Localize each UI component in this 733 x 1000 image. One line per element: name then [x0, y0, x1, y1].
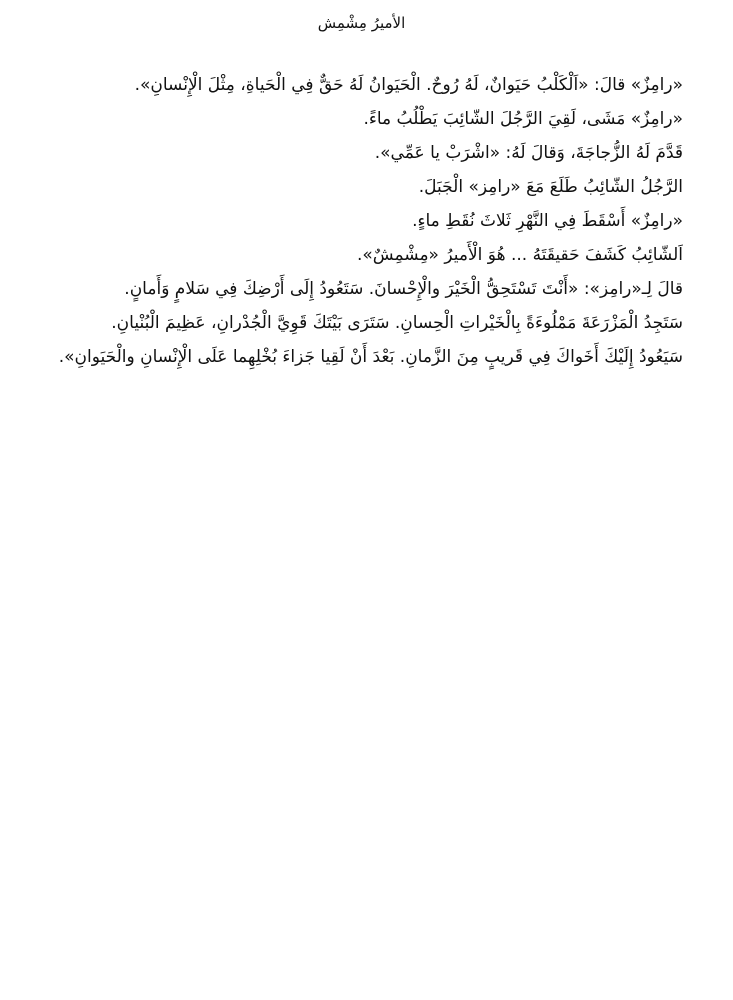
- story-text: [40, 70, 683, 372]
- story-line: «رامِزٌ» قالَ: «اَلْكَلْبُ حَيَوانٌ، لَهُ رُوحٌ. الْحَيَوانُ لَهُ حَقٌّ فِي الْحَياةِ، مِثْلَ الْإِنْسانِ».: [134, 75, 683, 95]
- story-line: «رامِزٌ» أَسْقَطَ فِي النَّهْرِ ثَلاثَ نُقَطِ ماءٍ.: [412, 211, 683, 231]
- story-line: قَدَّمَ لَهُ الزُّجاجَةَ، وَقالَ لَهُ: «اشْرَبْ يا عَمِّي».: [374, 143, 683, 163]
- story-line: قالَ لِـ«رامِز»: «أَنْتَ تَسْتَحِقُّ الْخَيْرَ والْإِحْسانَ. سَتَعُودُ إِلَى أَرْضِكَ فِي سَلامٍ وَأَمانٍ.: [124, 279, 683, 299]
- story-line: سَتَجِدُ الْمَزْرَعَةَ مَمْلُوءَةً بِالْخَيْراتِ الْحِسانِ. سَتَرَى بَيْتَكَ قَوِيَّ الْجُدْرانِ، عَظِيمَ الْبُنْيانِ.: [111, 313, 683, 333]
- page-title: الأميرُ مِشْمِش: [317, 14, 406, 32]
- story-line: اَلشّائِبُ كَشَفَ حَقيقَتَهُ ... هُوَ الْأَميرُ «مِشْمِشٌ».: [356, 245, 683, 265]
- story-line: «رامِزٌ» مَشَى، لَقِيَ الرَّجُلَ الشّائِبَ يَطْلُبُ ماءً.: [363, 109, 683, 129]
- story-line: سَيَعُودُ إِلَيْكَ أَخَواكَ فِي قَريبٍ مِنَ الزَّمانِ. بَعْدَ أَنْ لَقِيا جَزاءَ بُخْلِهِما عَلَى الْإِنْسانِ والْحَيَوانِ».: [58, 347, 683, 367]
- story-line: الرَّجُلُ الشّائِبُ طَلَعَ مَعَ «رامِز» الْجَبَلَ.: [418, 177, 683, 197]
